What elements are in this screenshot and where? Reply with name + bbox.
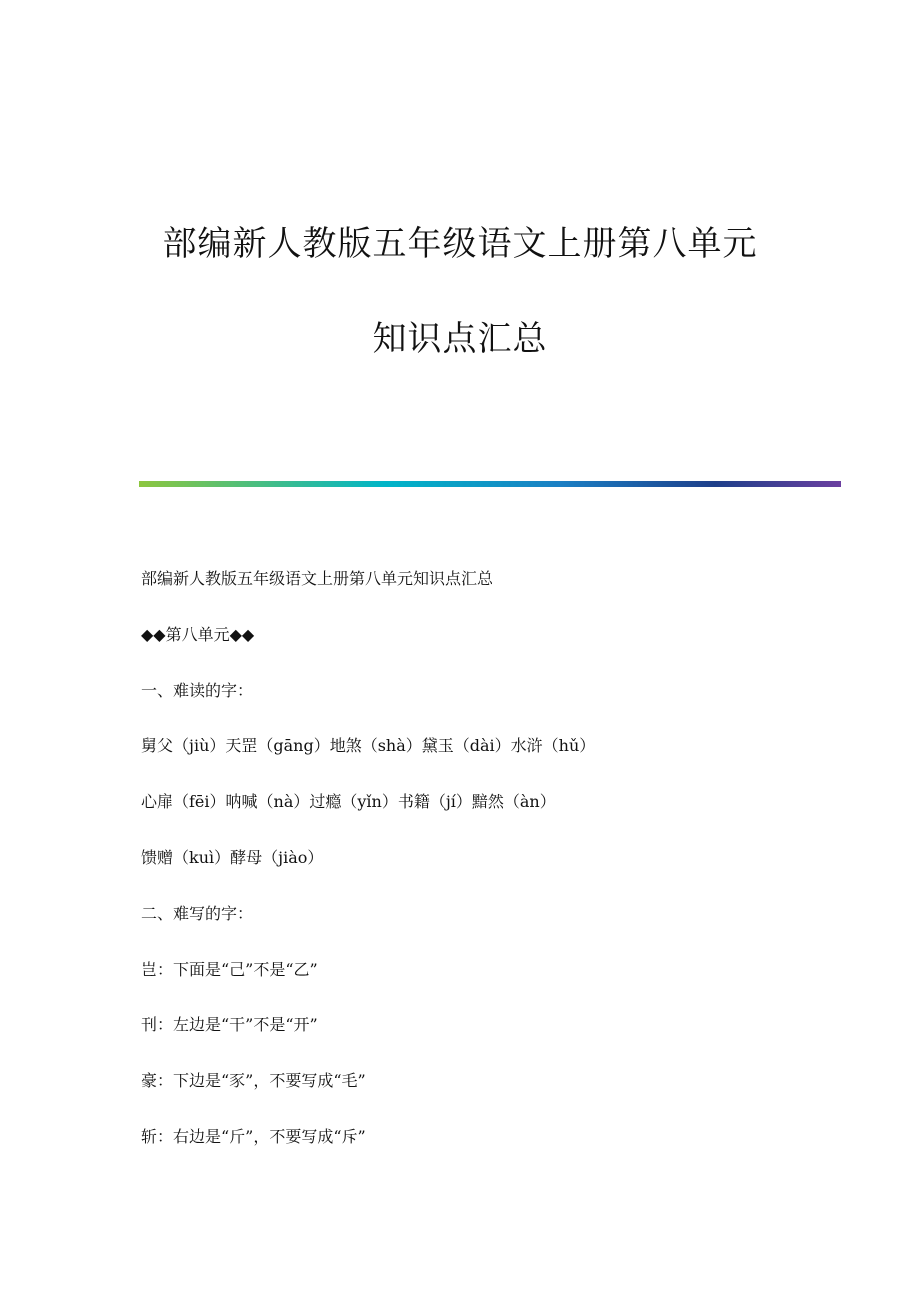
body-line-unit-title: ◆◆第八单元◆◆ <box>141 625 255 644</box>
body-line-section-2: 二、难写的字： <box>141 904 254 923</box>
document-title-line-1: 部编新人教版五年级语文上册第八单元 <box>162 224 758 264</box>
body-line-words-1: 舅父（jiù）天罡（gāng）地煞（shà）黛玉（dài）水浒（hǔ） <box>141 736 596 755</box>
body-line-words-3: 馈赠（kuì）酵母（jiào） <box>141 848 324 867</box>
body-line-char-1: 岂：下面是“己”不是“乙” <box>141 960 318 979</box>
body-line-char-2: 刊：左边是“干”不是“开” <box>141 1015 318 1034</box>
gradient-divider <box>139 481 841 487</box>
body-line-words-2: 心扉（fēi）呐喊（nà）过瘾（yǐn）书籍（jí）黯然（àn） <box>141 792 556 811</box>
body-line-section-1: 一、难读的字： <box>141 681 254 700</box>
body-line-heading: 部编新人教版五年级语文上册第八单元知识点汇总 <box>141 569 494 588</box>
body-line-char-3: 豪：下边是“豕”，不要写成“毛” <box>141 1071 366 1090</box>
body-line-char-4: 斩：右边是“斤”，不要写成“斥” <box>141 1127 366 1146</box>
document-title-line-2: 知识点汇总 <box>372 319 548 359</box>
